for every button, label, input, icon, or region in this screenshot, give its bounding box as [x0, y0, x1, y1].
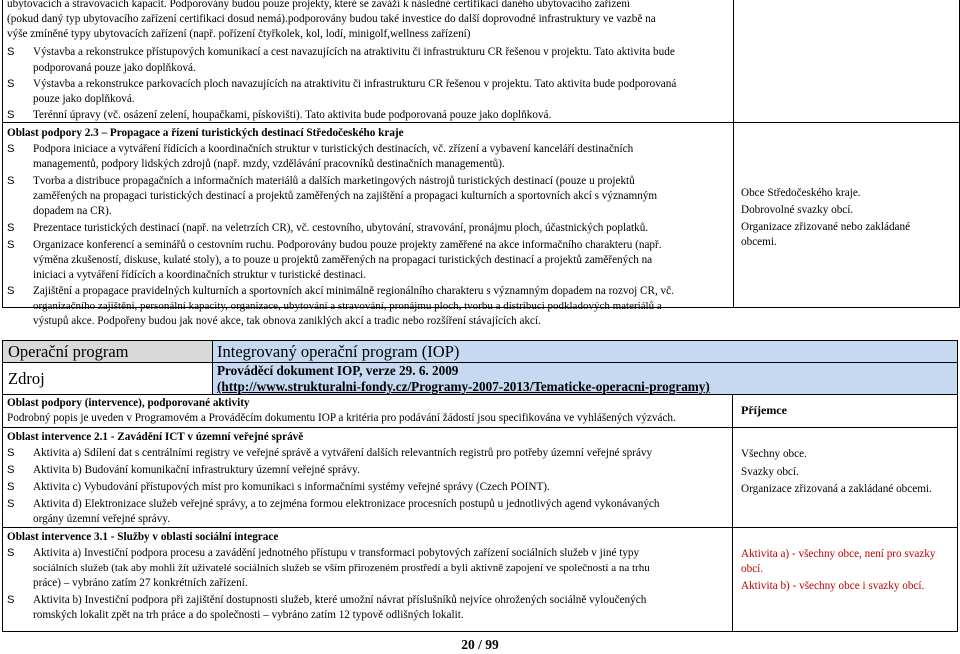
bullet-text: sociálních služeb (tak aby mohli žít uživatelé sociálních služeb se vším přirozeném prostředí a byli aktivně zapojení ve společnosti a na trhu [33, 562, 650, 574]
bullet-text: zaměřených na propagaci turistických destinací a projektů zaměřených na zajištění a propagaci kulturních a sportovních akcí s významným [33, 190, 658, 202]
bullet-text: Aktivita b) Investiční podpora při zajištění dostupnosti služeb, které umožní návrat příslušníků nejvíce ohrožených sociálně vyloučených [33, 594, 647, 606]
recipient-line: Organizace zřizovaná a zakládané obcemi. [741, 483, 932, 495]
bullet-symbol: S [7, 481, 15, 493]
zdroj-link[interactable]: (http://www.strukturalni-fondy.cz/Programy-2007-2013/Tematicke-operacni-programy) [217, 379, 710, 394]
row-divider [2, 362, 958, 363]
bullet-text: výstupů akce. Podpořeny budou jak nové akce, tak obnova zaniklých akcí a tradic nebo rozšíření stávajících akcí. [33, 315, 541, 327]
bullet-text: Prezentace turistických destinací (např. na veletrzích CR), vč. cestovního, ubytování, stravování, pronájmu ploch, účastnických poplatků. [33, 222, 649, 234]
bullet-symbol: S [7, 547, 15, 559]
bullet-text: Zajištění a propagace pravidelných kulturních a sportovních akcí minimálně regionálního charakteru s významným dopadem na rozvoj CR, vč. [33, 285, 674, 297]
row-divider [2, 394, 958, 395]
column-divider [733, 0, 734, 307]
bullet-text: Aktivita a) Sdílení dat s centrálními registry ve veřejné správě a vytváření dalších relevantních registrů pro potřeby územní veřejné správy [33, 447, 653, 459]
column-divider [732, 394, 733, 632]
bullet-symbol: S [7, 222, 15, 234]
zdroj-document: Prováděcí dokument IOP, verze 29. 6. 2009 [217, 363, 459, 378]
page-number: 20 / 99 [461, 637, 499, 652]
bullet-text: Výstavba a rekonstrukce přístupových komunikací a cest navazujících na atraktivitu či infrastrukturu CR řešenou v projektu. Tato aktivita bude [33, 46, 675, 58]
row-divider [2, 527, 958, 528]
bullet-text: Terénní úpravy (vč. osázení zelení, houpačkami, pískovišti). Tato aktivita bude podporovaná pouze jako doplňková. [33, 109, 552, 121]
bullet-symbol: S [7, 285, 15, 297]
bullet-text: práce) – vybráno zatím 27 konkrétních zařízení. [33, 577, 248, 589]
recipient-line: obcí. [741, 563, 764, 575]
bullet-symbol: S [7, 175, 15, 187]
bullet-text: romských lokalit zpět na trh práce a do společnosti – vybráno zatím 12 typově odlišných lokalit. [33, 609, 464, 621]
bullet-symbol: S [7, 594, 15, 606]
bullet-text: výměna zkušeností, diskuse, kulaté stoly), a to pouze u projektů zaměřených na propagaci turistických destinací a projektů zaměřených na [33, 254, 653, 266]
recipient-line: Všechny obce. [741, 448, 807, 460]
bullet-text: organizačního zajištění, personální kapacity, organizace, ubytování a stravování, pronájmu ploch, tvorbu a distribuci podkladových materiálů a [33, 300, 662, 312]
zdroj-label: Zdroj [8, 369, 45, 388]
bullet-text: iniciaci a vytváření řídících a koordinačních struktur v turistické destinaci. [33, 269, 367, 281]
bullet-text: Aktivita b) Budování komunikační infrastruktury územní veřejné správy. [33, 464, 360, 476]
bullet-symbol: S [7, 498, 15, 510]
bullet-symbol: S [7, 239, 15, 251]
oblasti-heading: Oblast podpory (intervence), podporované aktivity [7, 397, 250, 409]
paragraph-line: (pokud daný typ ubytovacího zařízení certifikaci dosud nemá).podporovány budou také investice do další doprovodné infrastruktury ve vazbě na [7, 13, 656, 25]
column-divider [212, 340, 213, 395]
recipient-line: Aktivita b) - všechny obce i svazky obcí. [741, 580, 925, 592]
bullet-text: podporovaná pouze jako doplňková. [33, 62, 196, 74]
bullet-text: orgány územní veřejné správy. [33, 513, 170, 525]
intervention-heading: Oblast intervence 2.1 - Zavádění ICT v územní veřejné správě [7, 431, 304, 443]
bullet-text: Organizace konferencí a seminářů o cestovním ruchu. Podporovány budou pouze projekty zaměřené na akce informačního charakteru (např. [33, 239, 662, 251]
op-label: Operační program [8, 342, 129, 361]
row-divider [2, 427, 958, 428]
bullet-text: pouze jako doplňková. [33, 93, 135, 105]
bullet-text: Aktivita d) Elektronizace služeb veřejné správy, a to zejména formou elektronizace procesních postupů u jednotlivých agend vykonávaných [33, 498, 660, 510]
recipient-line: Obce Středočeského kraje. [741, 187, 861, 199]
bullet-text: Výstavba a rekonstrukce parkovacích ploch navazujících na atraktivitu či infrastrukturu CR řešenou v projektu. Tato aktivita bude podporovaná [33, 78, 677, 90]
bullet-text: Tvorba a distribuce propagačních a informačních materiálů a dalších marketingových nástrojů turistických destinací (pouze u projektů [33, 175, 635, 187]
bullet-symbol: S [7, 447, 15, 459]
recipient-line: obcemi. [741, 236, 777, 248]
bullet-symbol: S [7, 78, 15, 90]
section-heading: Oblast podpory 2.3 – Propagace a řízení turistických destinací Středočeského kraje [7, 127, 404, 139]
bullet-text: managementů, podpory lidských zdrojů (např. mzdy, vzdělávání pracovníků destinačních managementů). [33, 158, 505, 170]
recipient-line: Dobrovolné svazky obcí. [741, 204, 854, 216]
bullet-text: Aktivita a) Investiční podpora procesu a zavádění jednotného přístupu v transformaci pobytových zařízení sociálních služeb v jiné typy [33, 547, 640, 559]
recipient-line: Svazky obcí. [741, 466, 799, 478]
bullet-symbol: S [7, 109, 15, 121]
op-value: Integrovaný operační program (IOP) [217, 342, 460, 361]
prijemce-label: Příjemce [741, 403, 787, 417]
recipient-line: Organizace zřizované nebo zakládané [741, 221, 911, 233]
bullet-text: Podpora iniciace a vytváření řídících a koordinačních struktur v turistických destinacích, vč. zřízení a vybavení kanceláří destinačních [33, 143, 634, 155]
bullet-symbol: S [7, 143, 15, 155]
oblasti-description: Podrobný popis je uveden v Programovém a Prováděcím dokumentu IOP a kritéria pro podávání žádostí jsou specifikována ve vyhlášených výzvách. [7, 412, 676, 424]
bullet-symbol: S [7, 464, 15, 476]
paragraph-line: ubytovacích a stravovacích kapacit. Podporovány budou pouze projekty, které se zaváží k následné certifikaci daného ubytovacího zařízení [7, 0, 631, 10]
recipient-line: Aktivita a) - všechny obce, není pro svazky [741, 548, 936, 560]
paragraph-line: výše zmíněné typy ubytovacích zařízení (např. pořízení čtyřkolek, kol, lodí, minigolf,wellness zařízení) [7, 28, 471, 40]
bullet-text: Aktivita c) Vybudování přístupových míst pro komunikaci s informačními systémy veřejné správy (Czech POINT). [33, 481, 550, 493]
intervention-heading: Oblast intervence 3.1 - Služby v oblasti sociální integrace [7, 531, 279, 543]
bullet-text: dopadem na CR). [33, 205, 112, 217]
bullet-symbol: S [7, 46, 15, 58]
